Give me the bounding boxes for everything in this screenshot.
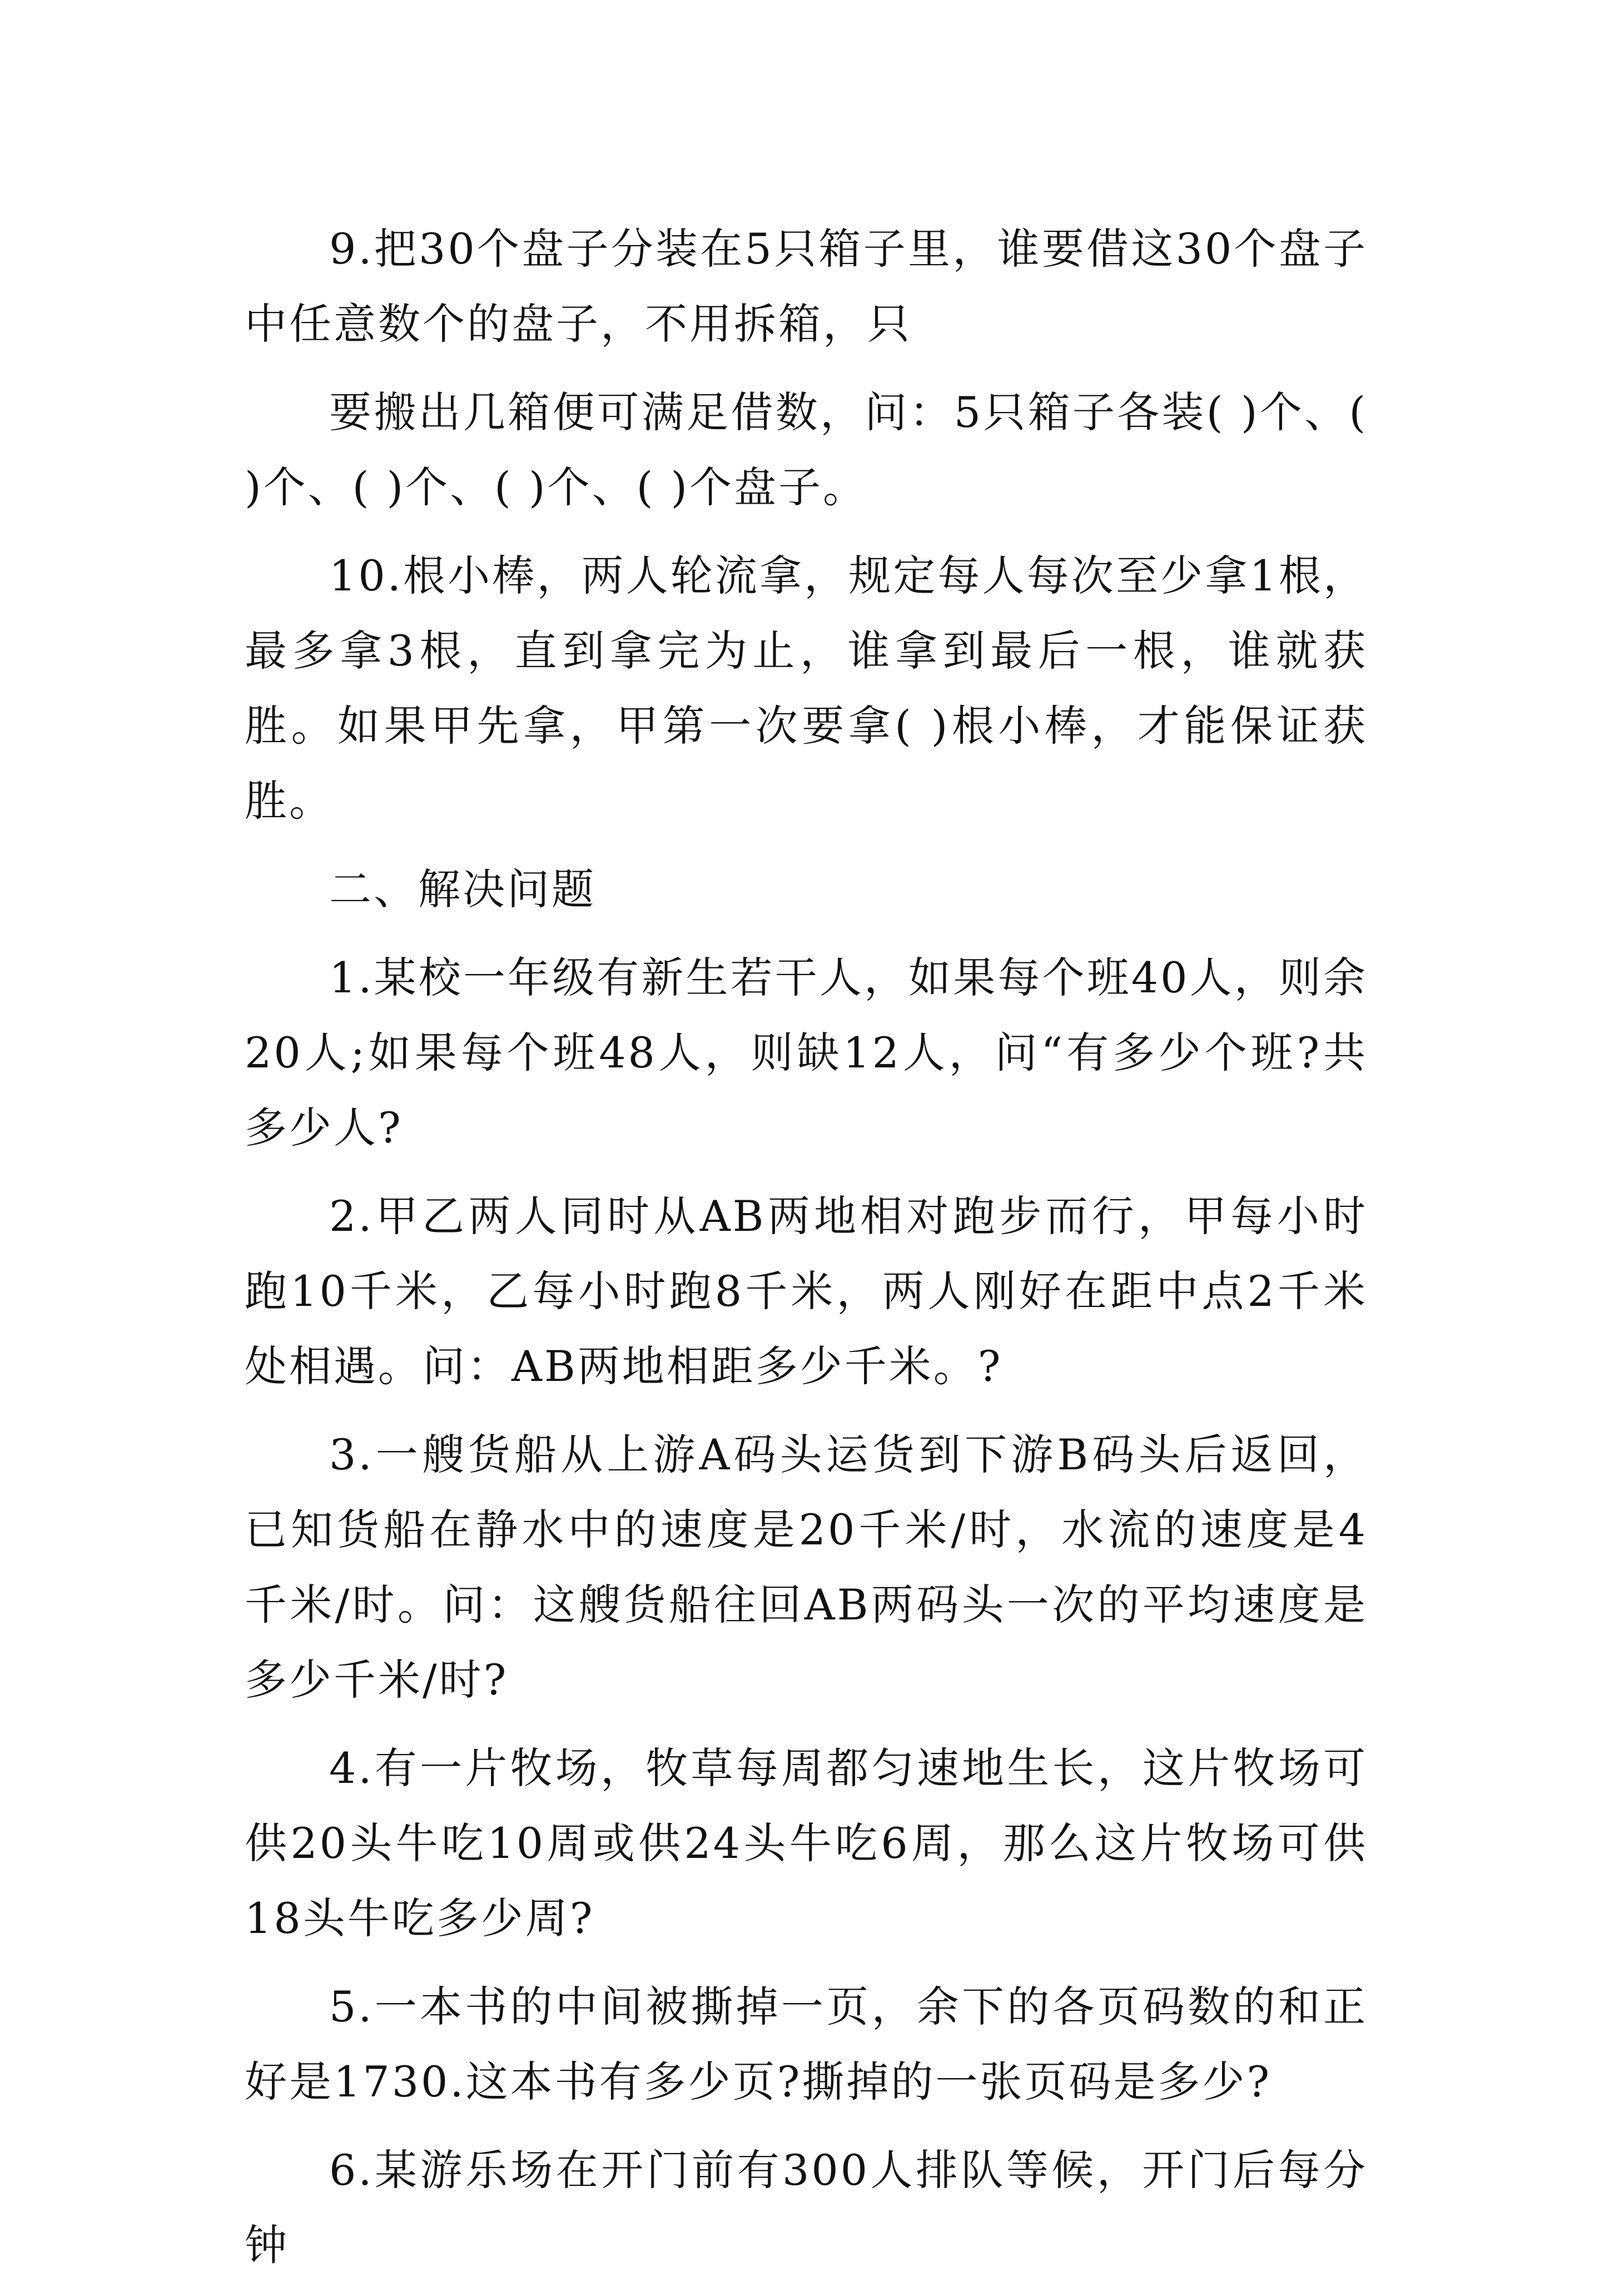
problem-3: 3.一艘货船从上游A码头运货到下游B码头后返回，已知货船在静水中的速度是20千米/时，水流的速度是4千米/时。问：这艘货船往回AB两码头一次的平均速度是多少千米/时? — [245, 1430, 1368, 1704]
document-body — [245, 211, 1368, 2296]
problem-5: 5.一本书的中间被撕掉一页，余下的各页码数的和正好是1730.这本书有多少页?撕掉的一张页码是多少? — [245, 1982, 1368, 2106]
problem-2: 2.甲乙两人同时从AB两地相对跑步而行，甲每小时跑10千米，乙每小时跑8千米，两人刚好在距中点2千米处相遇。问：AB两地相距多少千米。? — [245, 1191, 1368, 1391]
section-heading-solve-problems: 二、解决问题 — [329, 864, 596, 914]
problem-6: 6.某游乐场在开门前有300人排队等候，开门后每分钟 — [245, 2145, 1368, 2270]
problem-4: 4.有一片牧场，牧草每周都匀速地生长，这片牧场可供20头牛吃10周或供24头牛吃6周，那么这片牧场可供18头牛吃多少周? — [245, 1743, 1368, 1943]
question-9-part-1: 9.把30个盘子分装在5只箱子里，谁要借这30个盘子中任意数个的盘子，不用拆箱，只 — [245, 224, 1368, 349]
question-9-part-2: 要搬出几箱便可满足借数，问：5只箱子各装( )个、( )个、( )个、( )个、( )个盘子。 — [245, 387, 1368, 512]
problem-1: 1.某校一年级有新生若干人，如果每个班40人，则余20人;如果每个班48人，则缺12人，问“有多少个班?共多少人? — [245, 953, 1368, 1152]
question-10: 10.根小棒，两人轮流拿，规定每人每次至少拿1根，最多拿3根，直到拿完为止，谁拿到最后一根，谁就获胜。如果甲先拿，甲第一次要拿( )根小棒，才能保证获胜。 — [245, 551, 1368, 826]
